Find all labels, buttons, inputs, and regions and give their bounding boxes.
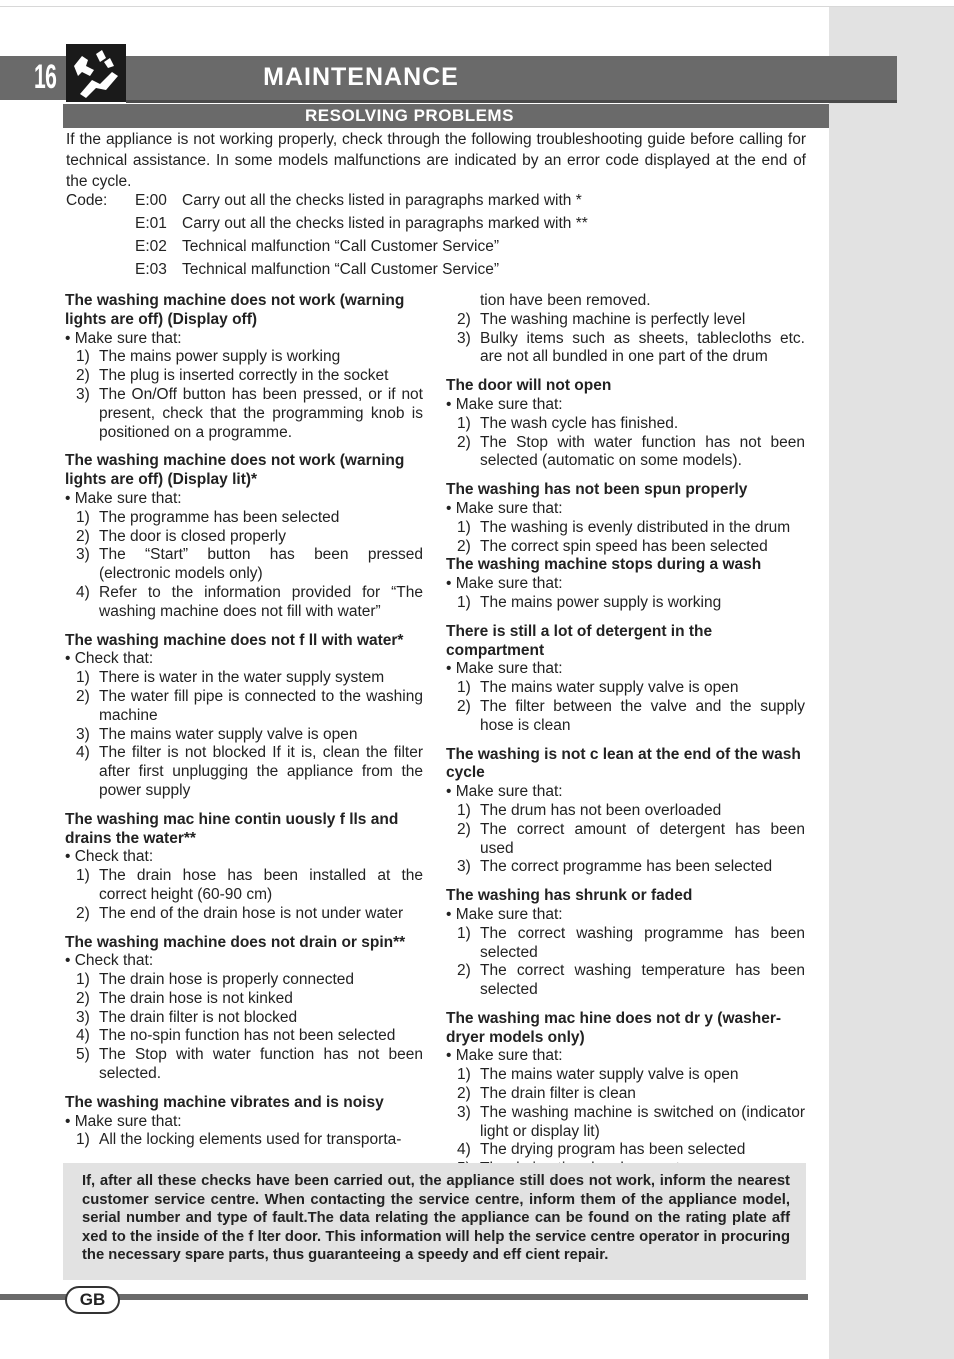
list-item: [65, 509, 423, 528]
check-list: [65, 669, 423, 801]
item-text: The drying program has been selected: [480, 1141, 746, 1159]
list-item: [65, 584, 423, 622]
item-number: 3): [76, 546, 90, 564]
list-item: [446, 962, 805, 1000]
problem-section: [446, 623, 805, 736]
item-number: 2): [457, 537, 471, 555]
item-number: 2): [457, 1085, 471, 1103]
service-notice-box: [63, 1163, 806, 1280]
check-intro: • Make sure that:: [446, 905, 563, 923]
item-text: The plug is inserted correctly in the socket: [99, 367, 389, 385]
item-text: Refer to the information provided for “The washing machine does not fill with water”: [99, 583, 423, 620]
check-list: [65, 1131, 423, 1150]
list-item: [446, 821, 805, 859]
right-column: [446, 292, 805, 1179]
check-intro: • Make sure that:: [446, 660, 563, 678]
list-item: [446, 519, 805, 538]
item-number: 3): [457, 858, 471, 876]
item-text: The “Start” button has been pressed (electronic models only): [99, 546, 423, 583]
item-number: 1): [76, 669, 90, 687]
list-item: [446, 330, 805, 368]
item-text: The drain hose has been installed at the correct height (60-90 cm): [99, 867, 423, 903]
list-item: [65, 1027, 423, 1046]
check-intro: • Make sure that:: [446, 575, 563, 593]
item-text: The Stop with water function has not been selected (automatic on some models).: [480, 433, 805, 470]
item-number: 1): [76, 867, 90, 885]
problem-title: The washing machine does not work (warning lights are off) (Display off): [65, 292, 405, 328]
item-number: 4): [457, 1141, 471, 1159]
check-list: [65, 348, 423, 442]
problem-title: The washing mac hine does not dr y (washer-dryer models only): [446, 1009, 782, 1046]
item-number: 2): [76, 904, 90, 922]
item-number: 5): [76, 1046, 90, 1064]
item-number: 2): [457, 433, 471, 451]
list-item: [446, 538, 805, 557]
item-text: The Stop with water function has not been selected.: [99, 1046, 423, 1083]
top-rule: [0, 6, 954, 7]
language-badge: GB: [65, 1286, 120, 1314]
code-description: Carry out all the checks listed in paragraphs marked with *: [182, 192, 582, 209]
problem-title: The washing machine does not drain or spin**: [65, 933, 406, 951]
list-item: [446, 1085, 805, 1104]
list-item: [65, 669, 423, 688]
item-text: The drain hose is not kinked: [99, 989, 293, 1007]
check-list: [446, 925, 805, 1000]
check-list: [65, 509, 423, 622]
problem-section: [65, 632, 423, 801]
problem-title: The washing machine stops during a wash: [446, 556, 762, 574]
problem-section: [65, 292, 423, 442]
check-list: [446, 679, 805, 735]
list-item: [65, 528, 423, 547]
check-list: [446, 415, 805, 471]
item-text: The no-spin function has not been selected: [99, 1027, 396, 1045]
code-row: [66, 212, 806, 235]
list-item: [446, 1141, 805, 1160]
list-item: [65, 367, 423, 386]
item-number: 1): [76, 508, 90, 526]
list-item: [446, 802, 805, 821]
list-item: [446, 434, 805, 472]
problem-section: [446, 887, 805, 1000]
problem-title: The washing machine does not f ll with water*: [65, 631, 404, 649]
problem-title: There is still a lot of detergent in the compartment: [446, 622, 713, 659]
item-text: The end of the drain hose is not under water: [99, 904, 404, 922]
item-text: The mains power supply is working: [480, 593, 722, 611]
item-text: All the locking elements used for transporta-: [99, 1131, 402, 1149]
title-band: [126, 56, 897, 100]
code-row: [66, 189, 806, 212]
item-text: The mains water supply valve is open: [99, 725, 358, 743]
item-text: The wash cycle has finished.: [480, 414, 679, 432]
item-text: The drain hose is properly connected: [99, 971, 355, 989]
code-value: E:00: [135, 192, 167, 209]
list-item: [65, 1009, 423, 1028]
list-item: [446, 1066, 805, 1085]
code-label: Code:: [66, 192, 108, 209]
item-number: 2): [457, 820, 471, 838]
list-item: [65, 726, 423, 745]
item-number: 4): [76, 744, 90, 762]
check-intro: • Make sure that:: [65, 329, 182, 347]
service-notice-text: If, after all these checks have been carried out, the appliance still does not work, inform the nearest customer service centre. When contacting the service centre, inform them of the appliance model, serial number and type of fault.The data relating the appliance can be found on the rating plate aff xed to the inside of the f lter door. This information will help the service centre operator in procuring the necessary spare parts, thus guaranteeing a speedy and eff cient repair.: [82, 1173, 790, 1263]
problem-section: [446, 556, 805, 612]
item-text: The mains water supply valve is open: [480, 679, 739, 697]
page-number: 16: [34, 58, 57, 96]
problem-title: The door will not open: [446, 377, 612, 395]
list-item: [65, 971, 423, 990]
problem-title: The washing has shrunk or faded: [446, 887, 693, 905]
left-column: [65, 292, 423, 1150]
problem-title: The washing has not been spun properly: [446, 481, 748, 499]
problem-section-continued: [446, 292, 805, 367]
list-item: [65, 546, 423, 584]
item-text: The correct washing programme has been selected: [480, 924, 805, 961]
item-text: Bulky items such as sheets, tablecloths etc. are not all bundled in one part of the drum: [480, 329, 805, 366]
check-list: [446, 802, 805, 877]
problem-section: [446, 481, 805, 556]
check-intro: • Make sure that:: [446, 1047, 563, 1065]
item-text: The correct amount of detergent has been used: [480, 820, 805, 857]
item-text: The washing is evenly distributed in the drum: [480, 518, 791, 536]
check-list: [65, 867, 423, 923]
item-number: 1): [457, 1066, 471, 1084]
side-strip: [829, 6, 954, 1359]
check-list: [446, 594, 805, 613]
item-number: 3): [76, 385, 90, 403]
item-text: The correct programme has been selected: [480, 858, 773, 876]
code-row: [66, 258, 806, 281]
check-intro: • Check that:: [65, 848, 154, 866]
section-subtitle-bar: [63, 104, 829, 128]
problem-section: [446, 1010, 805, 1179]
check-intro: • Check that:: [65, 952, 154, 970]
item-text: The filter is not blocked If it is, clean the filter after first unplugging the appliance from the power supply: [99, 744, 423, 799]
item-text: The drum has not been overloaded: [480, 801, 722, 819]
list-item: [446, 415, 805, 434]
list-item: [65, 348, 423, 367]
item-number: 2): [457, 962, 471, 980]
item-text: The washing machine is switched on (indicator light or display lit): [480, 1103, 805, 1140]
list-item: [446, 679, 805, 698]
item-number: 1): [76, 348, 90, 366]
code-description: Carry out all the checks listed in paragraphs marked with **: [182, 215, 588, 232]
list-item: [65, 867, 423, 905]
item-text: There is water in the water supply system: [99, 669, 385, 687]
code-row: [66, 235, 806, 258]
list-item: [446, 594, 805, 613]
item-number: 4): [76, 583, 90, 601]
item-number: 3): [76, 1008, 90, 1026]
problem-section: [446, 746, 805, 878]
list-item: [446, 698, 805, 736]
check-list: [446, 519, 805, 557]
intro-paragraph: If the appliance is not working properly, check through the following troubleshooting guide before calling for technical assistance. In some models malfunctions are indicated by an error code displayed at the end of the cycle.: [66, 131, 806, 190]
error-code-table: [66, 189, 806, 281]
list-item: [446, 925, 805, 963]
item-number: 2): [457, 697, 471, 715]
item-number: 2): [76, 367, 90, 385]
item-text: The On/Off button has been pressed, or if not present, check that the programming knob is positioned on a programme.: [99, 385, 423, 441]
problem-section: [65, 811, 423, 924]
item-text: The mains water supply valve is open: [480, 1066, 739, 1084]
item-number: 1): [76, 971, 90, 989]
check-list: [65, 971, 423, 1084]
item-number: 3): [76, 725, 90, 743]
list-item: [65, 688, 423, 726]
item-text: The programme has been selected: [99, 508, 340, 526]
list-item: [65, 744, 423, 800]
problem-section: [65, 934, 423, 1084]
item-number: 1): [457, 924, 471, 942]
title-underline: [126, 100, 897, 103]
item-number: 2): [457, 310, 471, 328]
item-number: 2): [76, 989, 90, 1007]
list-item: [446, 858, 805, 877]
item-number: 1): [457, 518, 471, 536]
item-number: 4): [76, 1027, 90, 1045]
problem-title: The washing machine does not work (warning lights are off) (Display lit)*: [65, 452, 405, 489]
item-number: 1): [76, 1131, 90, 1149]
check-intro: • Make sure that:: [446, 395, 563, 413]
item-number: 1): [457, 679, 471, 697]
problem-section: [446, 377, 805, 471]
item-text: The water fill pipe is connected to the washing machine: [99, 687, 423, 724]
item-text: The door is closed properly: [99, 527, 286, 545]
code-value: E:03: [135, 261, 167, 278]
continued-item-text: tion have been removed.: [480, 292, 651, 309]
check-intro: • Make sure that:: [446, 783, 563, 801]
page-title: MAINTENANCE: [263, 63, 459, 91]
list-item: [446, 311, 805, 330]
footer-rule: [0, 1294, 808, 1300]
item-text: The filter between the valve and the supply hose is clean: [480, 697, 805, 734]
item-number: 2): [76, 527, 90, 545]
code-description: Technical malfunction “Call Customer Service”: [182, 238, 500, 255]
list-item: [65, 386, 423, 442]
check-intro: • Check that:: [65, 650, 154, 668]
list-item: [65, 1046, 423, 1084]
item-number: 2): [76, 687, 90, 705]
list-item: [65, 905, 423, 924]
item-text: The drain filter is clean: [480, 1085, 636, 1103]
code-value: E:02: [135, 238, 167, 255]
check-intro: • Make sure that:: [446, 499, 563, 517]
check-list: [446, 311, 805, 367]
item-number: 3): [457, 329, 471, 347]
list-item: [65, 1131, 423, 1150]
check-intro: • Make sure that:: [65, 489, 182, 507]
item-text: The correct spin speed has been selected: [480, 537, 768, 555]
item-text: The drain filter is not blocked: [99, 1008, 298, 1026]
item-number: 1): [457, 414, 471, 432]
item-number: 1): [457, 593, 471, 611]
section-subtitle: RESOLVING PROBLEMS: [305, 106, 514, 125]
item-text: The washing machine is perfectly level: [480, 310, 746, 328]
list-item: [446, 1104, 805, 1142]
check-intro: • Make sure that:: [65, 1112, 182, 1130]
item-text: The correct washing temperature has been selected: [480, 962, 805, 999]
code-description: Technical malfunction “Call Customer Service”: [182, 261, 500, 278]
problem-title: The washing machine vibrates and is noisy: [65, 1093, 384, 1111]
code-value: E:01: [135, 215, 167, 232]
problem-title: The washing is not c lean at the end of the wash cycle: [446, 745, 801, 782]
problem-title: The washing mac hine contin uously f lls and drains the water**: [65, 810, 399, 847]
item-number: 3): [457, 1103, 471, 1121]
problem-section: [65, 452, 423, 621]
wrench-hand-icon: [66, 44, 126, 102]
item-text: The mains power supply is working: [99, 348, 341, 366]
item-number: 1): [457, 801, 471, 819]
list-item: [65, 990, 423, 1009]
problem-section: [65, 1094, 423, 1150]
